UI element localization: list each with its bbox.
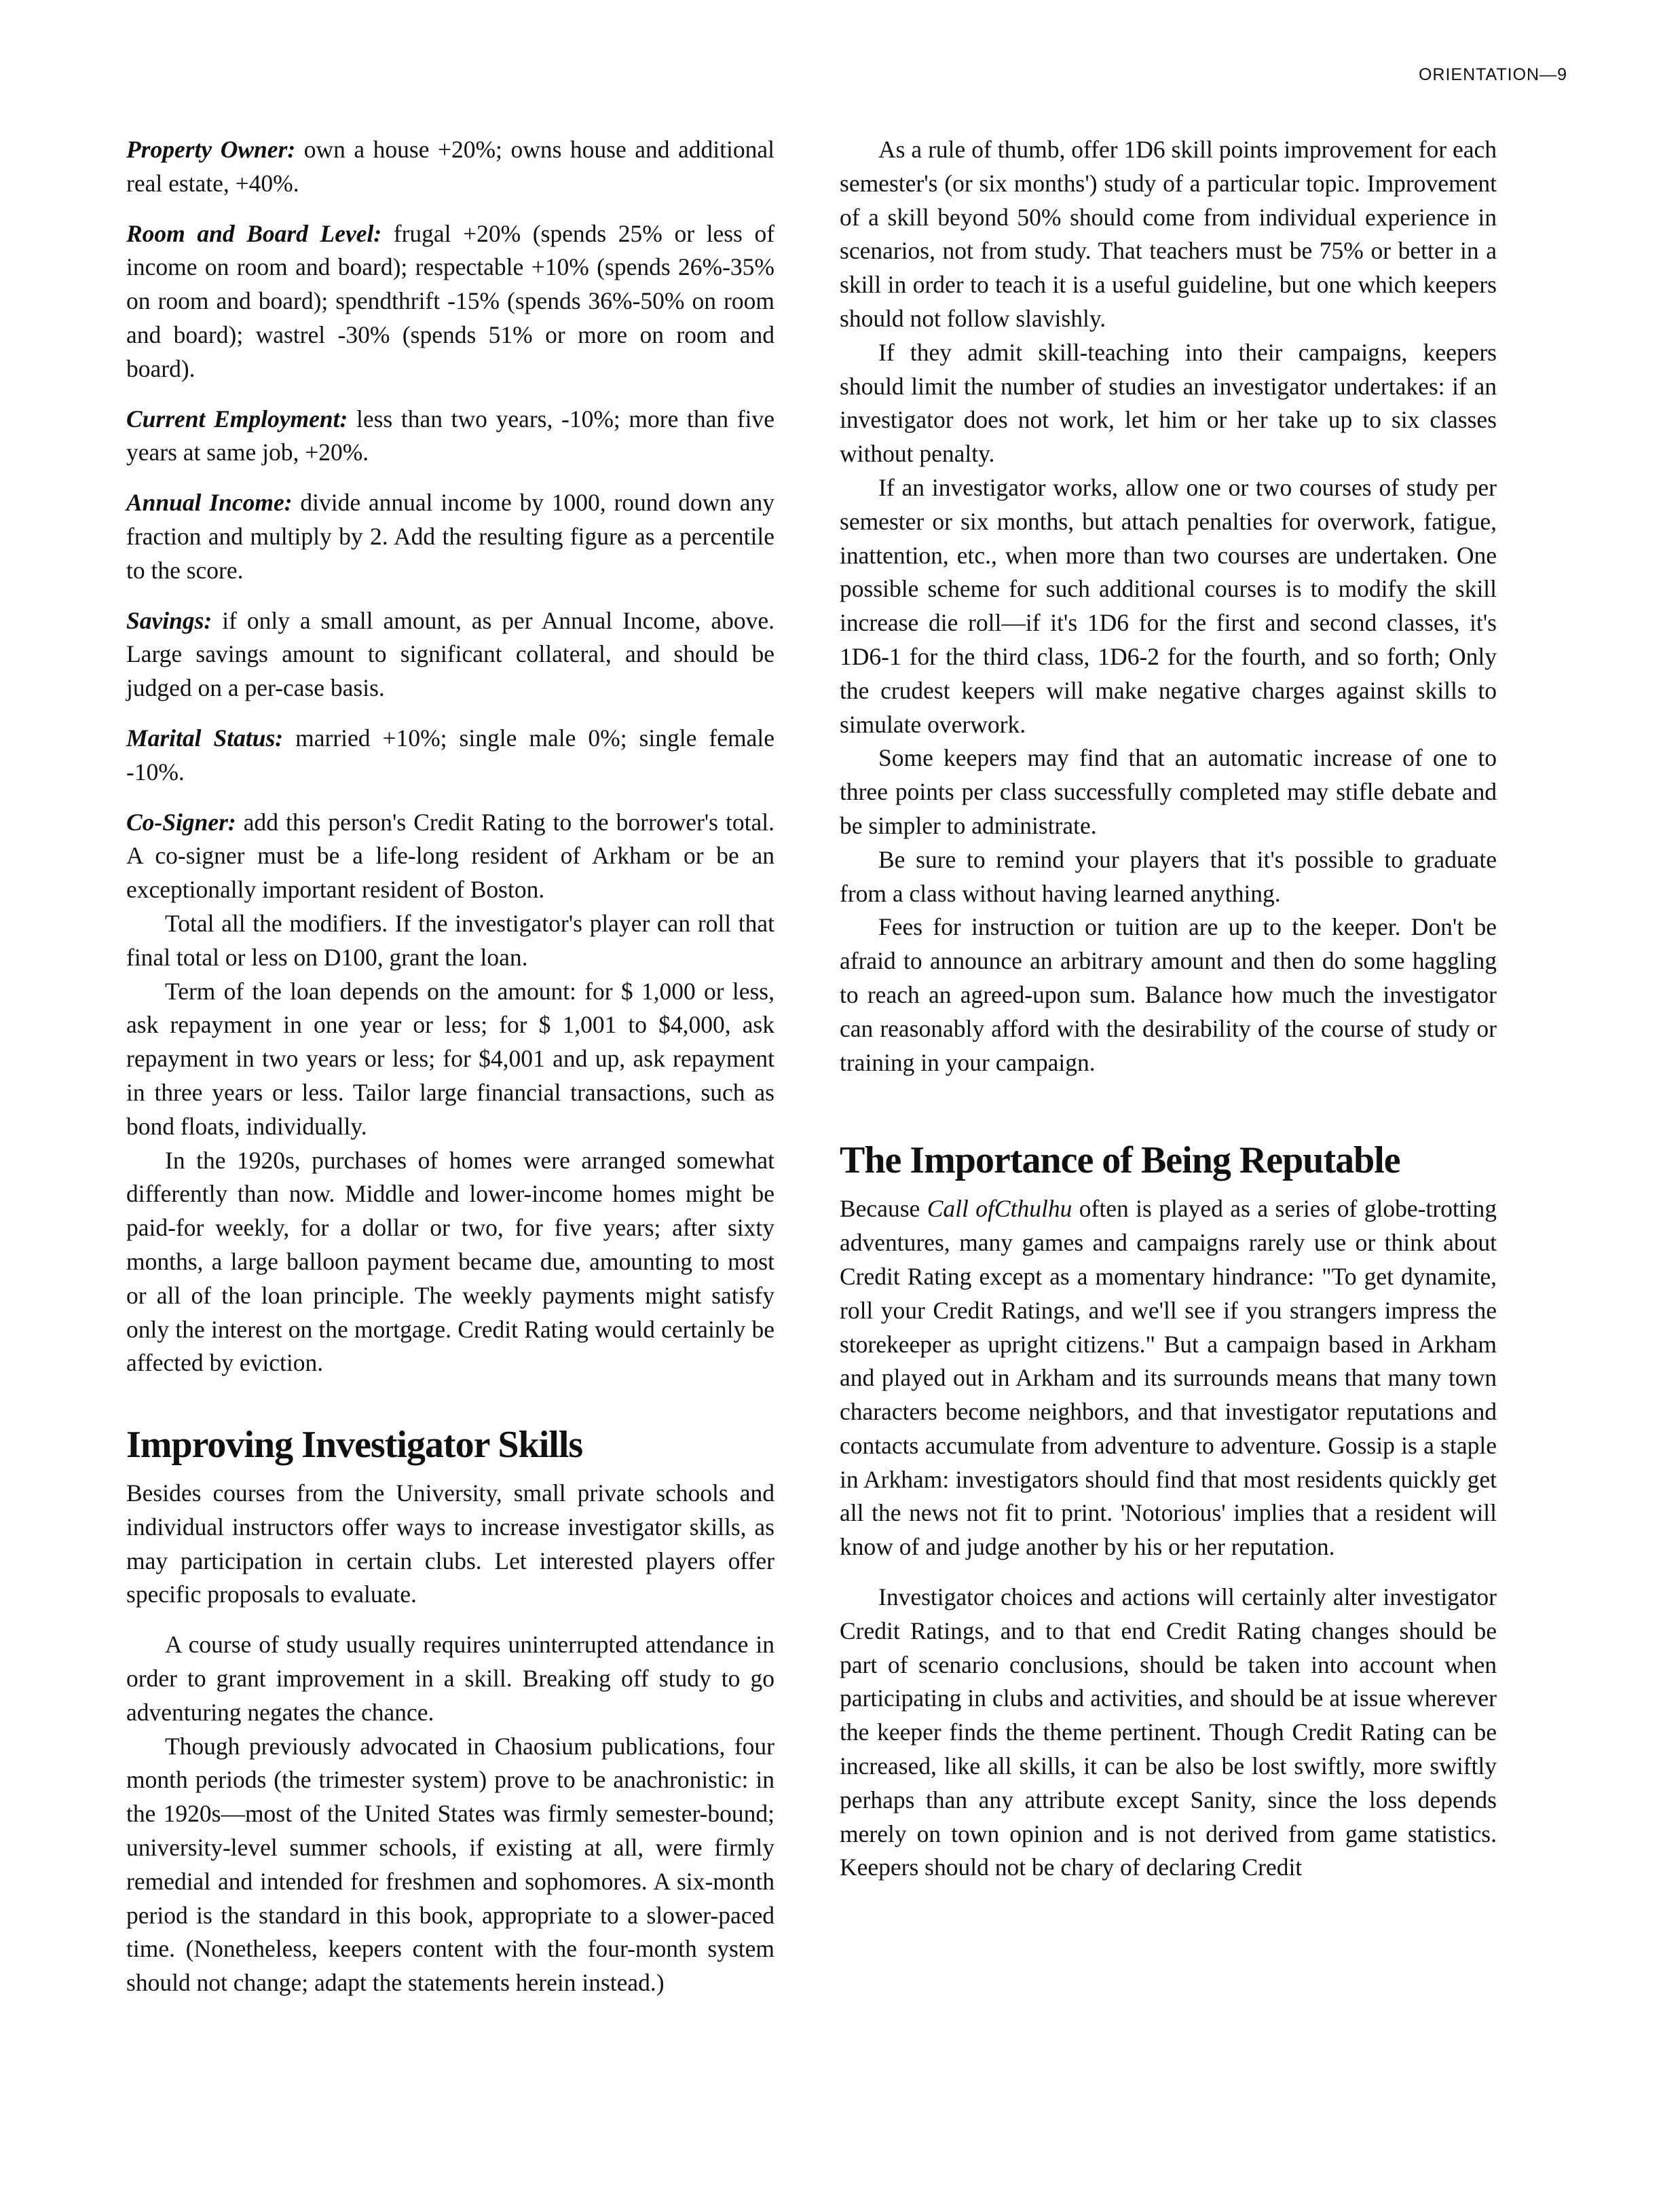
entry-term: Savings: (126, 606, 212, 634)
right-column (840, 133, 1497, 1885)
body-paragraph: Fees for instruction or tuition are up to the keeper. Don't be afraid to announce an arbitrary amount and then do some haggling to reach an agreed-upon sum. Balance how much the investigator can reasonably afford with the desirability of the course of study or training in your campaign. (840, 913, 1497, 1076)
property-owner-entry (126, 133, 774, 201)
text-run: Because (840, 1195, 927, 1223)
body-paragraph: As a rule of thumb, offer 1D6 skill points improvement for each semester's (or six months') study of a particular topic. Improvement of a skill beyond 50% should come from individual experience in scenarios, not from study. That teachers must be 75% or better in a skill in order to teach it is a useful guideline, but one which keepers should not follow slavishly. (840, 136, 1497, 332)
text-run: often is played as a series of globe-trotting adventures, many games and campaigns rarely use or think about Credit Rating except as a momentary hindrance: "To get dynamite, roll your Credit Ratings, and we'll see if you strangers impress the storekeeper as upright citizens." But a campaign based in Arkham and played out in Arkham and its surrounds means that many town characters become neighbors, and that investigator reputations and contacts accumulate from adventure to adventure. Gossip is a staple in Arkham: investigators should find that most residents quickly get all the news not fit to print. 'Notorious' implies that a resident will know of and judge another by his or her reputation. (840, 1195, 1497, 1561)
entry-text: frugal +20% (spends 25% or less of income on room and board); respectable +10% (spends 26%-35% on room and board); spendthrift -15% (spends 36%-50% on room and board); wastrel -30% (spends 51% or more on room and board). (126, 219, 775, 382)
section-heading-being-reputable: The Importance of Being Reputable (840, 1139, 1400, 1182)
body-paragraph: A course of study usually requires uninterrupted attendance in order to grant improvement in a skill. Breaking off study to go adventuring negates the chance. (126, 1631, 774, 1726)
entry-term: Annual Income: (126, 489, 293, 517)
co-signer-entry (126, 806, 774, 907)
current-employment-entry (126, 403, 774, 471)
entry-text: if only a small amount, as per Annual Income, above. Large savings amount to significant collateral, and should be judged on a per-case basis. (126, 606, 774, 702)
entry-text: own a house +20%; owns house and additional real estate, +40%. (126, 136, 774, 197)
entry-text: divide annual income by 1000, round down any fraction and multiply by 2. Add the resulting figure as a percentile to the score. (126, 489, 774, 584)
left-column (126, 133, 774, 2000)
body-paragraph: Investigator choices and actions will certainly alter investigator Credit Ratings, and to that end Credit Rating changes should be part of scenario conclusions, should be taken into account when participating in clubs and activities, and should be at issue wherever the keeper finds the theme pertinent. Though Credit Rating can be increased, like all skills, it can be also be lost swiftly, more swiftly perhaps than any attribute except Sanity, since the loss depends merely on town opinion and is not derived from game statistics. Keepers should not be chary of declaring Credit (840, 1583, 1497, 1881)
entry-term: Marital Status: (126, 724, 284, 752)
body-paragraph: Besides courses from the University, small private schools and individual instructors offer ways to increase investigator skills, as may participation in certain clubs. Let interested players offer specific proposals to evaluate. (126, 1479, 774, 1608)
entry-text: add this person's Credit Rating to the borrower's total. A co-signer must be a life-long resident of Arkham or be an exceptionally important resident of Boston. (126, 808, 774, 904)
body-paragraph: Term of the loan depends on the amount: for $ 1,000 or less, ask repayment in one year or less; for $ 1,001 to $4,000, ask repayment in two years or less; for $4,001 and up, ask repayment in three years or less. Tailor large financial transactions, such as bond floats, individually. (126, 977, 774, 1140)
body-paragraph: Be sure to remind your players that it's possible to graduate from a class without having learned anything. (840, 845, 1497, 907)
running-head: ORIENTATION—9 (1418, 65, 1567, 84)
entry-term: Property Owner: (126, 136, 296, 163)
body-paragraph: If an investigator works, allow one or two courses of study per semester or six months, but attach penalties for overwork, fatigue, inattention, etc., when more than two courses are undertaken. One possible scheme for such additional courses is to modify the skill increase die roll—if it's 1D6 for the first and second classes, it's 1D6-1 for the third class, 1D6-2 for the fourth, and so forth; Only the crudest keepers will make negative charges against skills to simulate overwork. (840, 473, 1497, 738)
marital-status-entry (126, 722, 774, 790)
room-and-board-entry (126, 217, 774, 386)
body-paragraph: Total all the modifiers. If the investigator's player can roll that final total or less on D100, grant the loan. (126, 909, 774, 971)
body-paragraph: In the 1920s, purchases of homes were arranged somewhat differently than now. Middle and lower-income homes might be paid-for weekly, for a dollar or two, for five years; after sixty months, a large balloon payment became due, amounting to most or all of the loan principle. The weekly payments might satisfy only the interest on the mortgage. Credit Rating would certainly be affected by eviction. (126, 1146, 774, 1377)
annual-income-entry (126, 486, 774, 587)
game-title: Call ofCthulhu (927, 1195, 1072, 1223)
body-paragraph (840, 1192, 1497, 1564)
entry-term: Current Employment: (126, 405, 348, 432)
body-paragraph: Though previously advocated in Chaosium publications, four month periods (the trimester system) prove to be anachronistic: in the 1920s—most of the United States was firmly semester-bound; university-level summer schools, if existing at all, were firmly remedial and intended for freshmen and sophomores. A six-month period is the standard in this book, appropriate to a slower-paced time. (Nonetheless, keepers content with the four-month system should not change; adapt the statements herein instead.) (126, 1732, 774, 1997)
body-paragraph: If they admit skill-teaching into their campaigns, keepers should limit the number of studies an investigator undertakes: if an investigator does not work, let him or her take up to six classes without penalty. (840, 338, 1497, 468)
entry-term: Co-Signer: (126, 808, 236, 836)
entry-text: less than two years, -10%; more than five years at same job, +20%. (126, 405, 775, 466)
section-heading-improving-skills: Improving Investigator Skills (126, 1424, 583, 1467)
entry-term: Room and Board Level: (126, 219, 382, 247)
entry-text: married +10%; single male 0%; single female -10%. (126, 724, 774, 786)
body-paragraph: Some keepers may find that an automatic increase of one to three points per class successfully completed may stifle debate and be simpler to administrate. (840, 744, 1497, 839)
savings-entry (126, 604, 774, 705)
